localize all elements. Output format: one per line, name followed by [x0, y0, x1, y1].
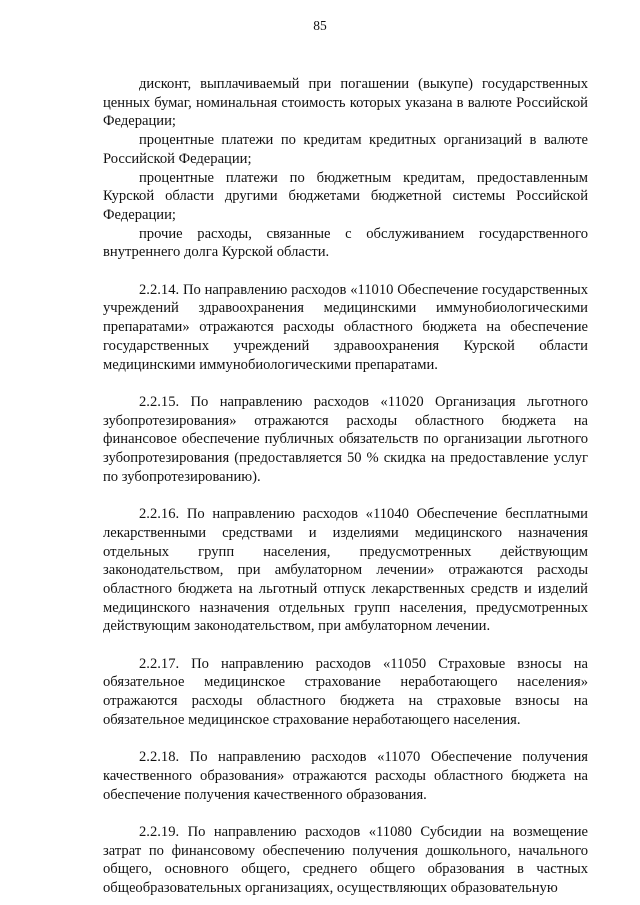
paragraph-2-2-14: 2.2.14. По направлению расходов «11010 Обеспечение государственных учреждений здравоохранения медицинскими иммунобиологическими препаратами» отражаются расходы областного бюджета на обеспечение государственных учреждений здравоохранения Курской области медицинскими иммунобиологическими препаратами. — [103, 281, 588, 373]
document-body — [103, 75, 588, 898]
paragraph-credit-interest: процентные платежи по кредитам кредитных организаций в валюте Российской Федерации; — [103, 132, 588, 167]
paragraph-2-2-19: 2.2.19. По направлению расходов «11080 Субсидии на возмещение затрат по финансовому обеспечению получения дошкольного, начального общего, основного общего, среднего общего образования в частных общеобразовательных организациях, осуществляющих образовательную — [103, 824, 588, 897]
paragraph-budget-credit-interest: процентные платежи по бюджетным кредитам, предоставленным Курской области другими бюджетами бюджетной системы Российской Федерации; — [103, 169, 588, 223]
page-number: 85 — [313, 18, 327, 33]
paragraph-2-2-18: 2.2.18. По направлению расходов «11070 Обеспечение получения качественного образования» отражаются расходы областного бюджета на обеспечение получения качественного образования. — [103, 749, 588, 803]
paragraph-2-2-16: 2.2.16. По направлению расходов «11040 Обеспечение бесплатными лекарственными средствами и изделиями медицинского назначения отдельных групп населения, предусмотренных действующим законодательством, при амбулаторном лечении» отражаются расходы областного бюджета на льготный отпуск лекарственных средств и изделий медицинского назначения отдельных групп населения, предусмотренных действующим законодательством, при амбулаторном лечении. — [103, 506, 588, 635]
paragraph-other-expenses: прочие расходы, связанные с обслуживанием государственного внутреннего долга Курской области. — [103, 225, 588, 261]
paragraph-discount: дисконт, выплачиваемый при погашении (выкупе) государственных ценных бумаг, номинальная стоимость которых указана в валюте Российской Федерации; — [103, 76, 588, 130]
paragraph-2-2-15: 2.2.15. По направлению расходов «11020 Организация льготного зубопротезирования» отражаются расходы областного бюджета на финансовое обеспечение публичных обязательств по организации льготного зубопротезирования (предоставляется 50 % скидка на предоставление услуг по зубопротезированию). — [103, 393, 588, 485]
paragraph-2-2-17: 2.2.17. По направлению расходов «11050 Страховые взносы на обязательное медицинское страхование неработающего населения» отражаются расходы областного бюджета на страховые взносы на обязательное медицинское страхование неработающего населения. — [103, 655, 588, 728]
